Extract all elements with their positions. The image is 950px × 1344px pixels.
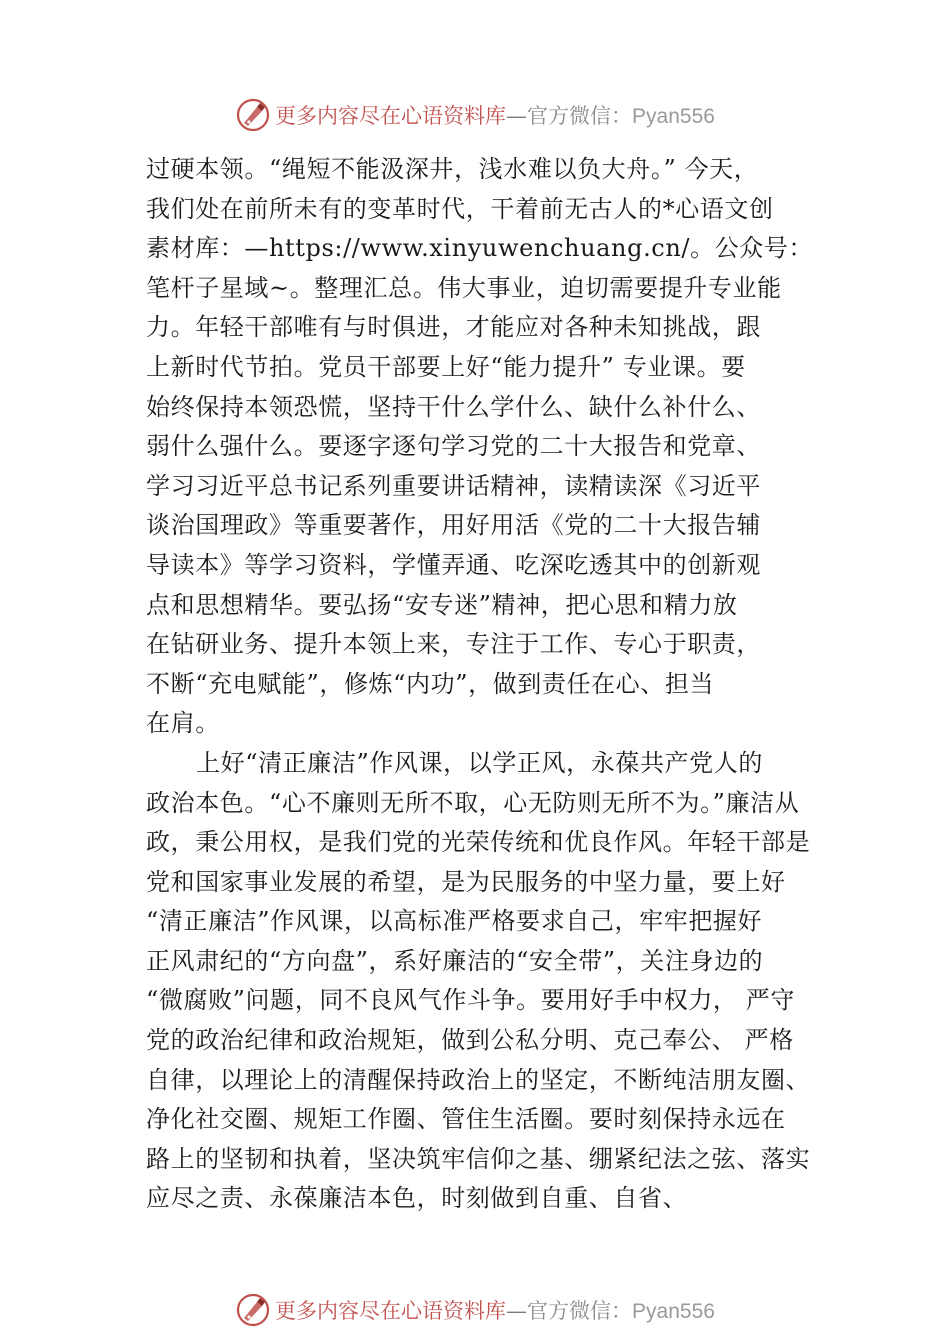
- body-line: “清正廉洁”作风课，以高标准严格要求自己，牢牢把握好: [146, 907, 763, 936]
- footer-wechat-id: Pyan556: [632, 1300, 715, 1323]
- header-wechat-label: 官方微信：: [527, 104, 633, 128]
- body-line: 不断“充电赋能”，修炼“内功”，做到责任在心、担当: [146, 669, 715, 698]
- body-line: 政，秉公用权，是我们党的光荣传统和优良作风。年轻干部是: [146, 828, 811, 857]
- body-line: 过硬本领。“绳短不能汲深井，浅水难以负大舟。” 今天，: [146, 155, 759, 183]
- footer-main-text: 更多内容尽在心语资料库: [275, 1299, 507, 1323]
- header-banner: [0, 95, 950, 135]
- body-line: 素材库：—https://www.xinyuwenchuang.cn/。公众号：: [146, 234, 814, 263]
- footer-banner: [0, 1290, 950, 1330]
- body-line: 点和思想精华。要弘扬“安专迷”精神，把心思和精力放: [146, 590, 738, 619]
- body-line: 政治本色。“心不廉则无所不取，心无防则无所不为。”廉洁从: [146, 788, 800, 817]
- body-line: 弱什么强什么。要逐字逐句学习党的二十大报告和党章、: [146, 432, 761, 461]
- body-line: 在钻研业务、提升本领上来，专注于工作、专心于职责，: [146, 630, 761, 659]
- footer-separator: —: [506, 1299, 528, 1323]
- body-line: 路上的坚韧和执着，坚决筑牢信仰之基、绷紧纪法之弦、落实: [146, 1144, 811, 1173]
- body-line: 学习习近平总书记系列重要讲话精神，读精读深《习近平: [146, 471, 761, 500]
- body-line: 我们处在前所未有的变革时代，干着前无古人的*心语文创: [146, 194, 774, 223]
- body-line: 应尽之责、永葆廉洁本色，时刻做到自重、自省、: [146, 1184, 688, 1213]
- body-line: 笔杆子星域~。整理汇总。伟大事业，迫切需要提升专业能: [146, 273, 782, 302]
- body-line: 党的政治纪律和政治规矩，做到公私分明、克己奉公、 严格: [146, 1026, 794, 1055]
- body-line: 始终保持本领恐慌，坚持干什么学什么、缺什么补什么、: [146, 392, 761, 421]
- header-separator: —: [506, 104, 528, 128]
- body-line: 党和国家事业发展的希望，是为民服务的中坚力量，要上好: [146, 867, 786, 896]
- paragraph-start-line: 上好“清正廉洁”作风课，以学正风，永葆共产党人的: [196, 748, 763, 777]
- header-wechat-id: Pyan556: [632, 105, 715, 128]
- body-line: 在肩。: [146, 709, 220, 738]
- footer-wechat-label: 官方微信：: [527, 1299, 633, 1323]
- body-line: “微腐败”问题，同不良风气作斗争。要用好手中权力， 严守: [146, 986, 795, 1015]
- body-line: 力。年轻干部唯有与时俱进，才能应对各种未知挑战，跟: [146, 313, 761, 342]
- pen-nib-logo-icon: [235, 97, 271, 133]
- footer-text: [275, 1295, 715, 1325]
- body-line: 谈治国理政》等重要著作，用好用活《党的二十大报告辅: [146, 511, 761, 540]
- header-text: [275, 100, 715, 130]
- header-main-text: 更多内容尽在心语资料库: [275, 104, 507, 128]
- body-line: 自律，以理论上的清醒保持政治上的坚定，不断纯洁朋友圈、: [146, 1065, 811, 1094]
- body-line: 上新时代节拍。党员干部要上好“能力提升” 专业课。要: [146, 352, 746, 381]
- body-line: 净化社交圈、规矩工作圈、管住生活圈。要时刻保持永远在: [146, 1105, 786, 1134]
- document-body: [146, 150, 826, 1219]
- body-line: 导读本》等学习资料，学懂弄通、吃深吃透其中的创新观: [146, 550, 761, 579]
- body-line: 正风肃纪的“方向盘”，系好廉洁的“安全带”，关注身边的: [146, 946, 764, 975]
- pen-nib-logo-icon: [235, 1292, 271, 1328]
